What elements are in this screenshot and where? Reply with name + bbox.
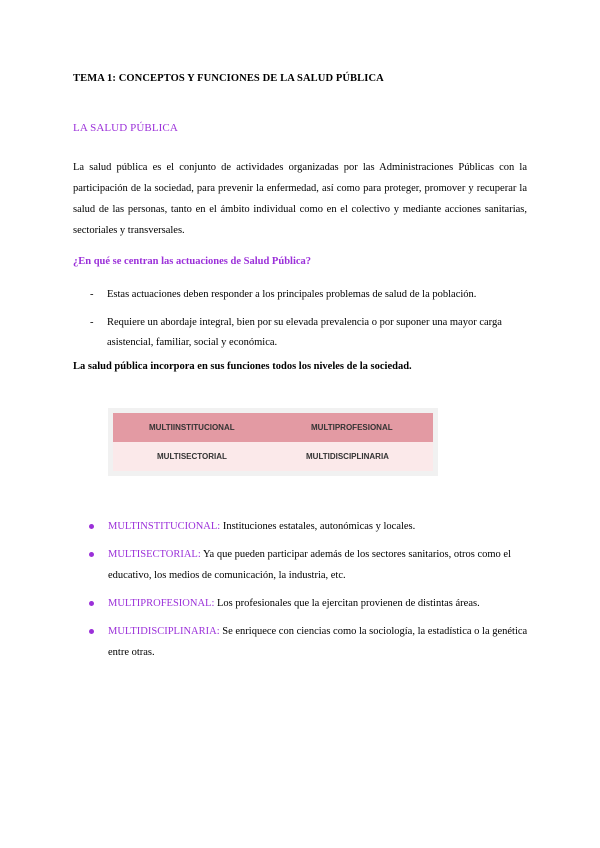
bullet-icon	[89, 524, 94, 529]
question-heading: ¿En qué se centran las actuaciones de Salud Pública?	[73, 256, 312, 267]
dash-list	[73, 285, 533, 361]
bullet-text: Ya que pueden participar además de los sectores sanitarios, otros como el educativo, los medios de comunicación, la industria, etc.	[108, 549, 512, 581]
table-cell: MULTIDISCIPLINARIA	[306, 452, 389, 461]
list-item-text: Estas actuaciones deben responder a los principales problemas de salud de la población.	[107, 289, 477, 300]
list-item	[85, 593, 535, 614]
table-cell: MULTIINSTITUCIONAL	[149, 423, 235, 432]
dash-marker: -	[90, 289, 94, 300]
table-cell: MULTISECTORIAL	[157, 452, 227, 461]
levels-table-frame	[108, 408, 438, 476]
bullet-term: MULTIDISCIPLINARIA:	[108, 626, 220, 637]
table-cell: MULTIPROFESIONAL	[311, 423, 393, 432]
bullet-term: MULTINSTITUCIONAL:	[108, 521, 221, 532]
section-title: LA SALUD PÚBLICA	[73, 122, 178, 134]
bullet-icon	[89, 601, 94, 606]
list-item-text: Requiere un abordaje integral, bien por su elevada prevalencia o por suponer una mayor carga asistencial, familiar, social y económica.	[107, 317, 502, 348]
table-row	[113, 413, 433, 442]
bullet-text: Los profesionales que la ejercitan provienen de distintas áreas.	[214, 598, 480, 609]
bullet-term: MULTIPROFESIONAL:	[108, 598, 215, 609]
table-row	[113, 442, 433, 471]
document-title: TEMA 1: CONCEPTOS Y FUNCIONES DE LA SALUD PÚBLICA	[73, 73, 384, 84]
bullet-list	[85, 516, 535, 670]
levels-table	[113, 413, 433, 471]
list-item	[73, 285, 533, 305]
bullet-icon	[89, 552, 94, 557]
bullet-text: Instituciones estatales, autonómicas y locales.	[220, 521, 416, 532]
list-item	[85, 516, 535, 537]
intro-paragraph: La salud pública es el conjunto de actividades organizadas por las Administraciones Públicas con la participación de la sociedad, para prevenir la enfermedad, así como para proteger, promover y recuperar la salud de las personas, tanto en el ámbito individual como en el colectivo y mediante acciones sanitarias, sectoriales y transversales.	[73, 162, 527, 236]
bold-statement: La salud pública incorpora en sus funciones todos los niveles de la sociedad.	[73, 361, 412, 372]
dash-marker: -	[90, 317, 94, 328]
list-item	[73, 313, 533, 353]
list-item	[85, 621, 535, 663]
bullet-icon	[89, 629, 94, 634]
bullet-term: MULTISECTORIAL:	[108, 549, 201, 560]
list-item	[85, 544, 535, 586]
bullet-text: Se enriquece con ciencias como la sociología, la estadística o la genética entre otras.	[108, 626, 528, 658]
